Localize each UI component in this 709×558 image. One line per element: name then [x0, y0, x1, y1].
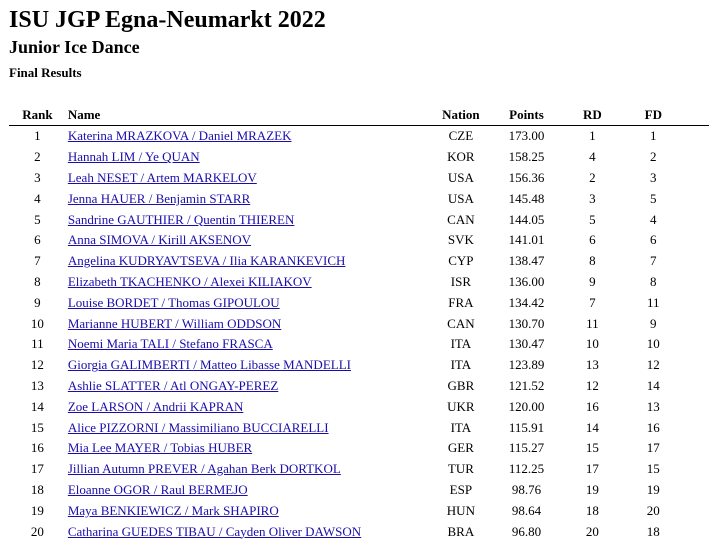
- cell-rd: 8: [589, 253, 596, 269]
- cell-points: 145.48: [508, 190, 545, 206]
- cell-rd: 20: [585, 523, 599, 539]
- cell-rd: 10: [585, 336, 599, 352]
- cell-nation: UKR: [447, 398, 475, 414]
- cell-rd: 9: [589, 273, 596, 289]
- cell-rank: 12: [30, 357, 44, 373]
- cell-nation: CYP: [448, 253, 474, 269]
- cell-rank: 5: [34, 211, 41, 227]
- cell-points: 144.05: [508, 211, 545, 227]
- table-row: [9, 396, 709, 417]
- cell-fd: 11: [647, 294, 660, 310]
- cell-nation: ESP: [449, 481, 473, 497]
- header-points: Points: [491, 105, 562, 126]
- cell-fd: 19: [646, 481, 660, 497]
- cell-fd: 1: [650, 128, 657, 144]
- cell-rd: 12: [585, 377, 599, 393]
- cell-rank: 7: [34, 253, 41, 269]
- skater-link[interactable]: Sandrine GAUTHIER / Quentin THIEREN: [67, 211, 295, 227]
- skater-link[interactable]: Giorgia GALIMBERTI / Matteo Libasse MANDELLI: [67, 357, 351, 373]
- cell-nation: BRA: [447, 523, 475, 539]
- event-category: Junior Ice Dance: [9, 37, 140, 57]
- skater-link[interactable]: Louise BORDET / Thomas GIPOULOU: [67, 294, 280, 310]
- cell-fd: 14: [646, 377, 660, 393]
- table-row: [9, 521, 709, 542]
- cell-rd: 13: [585, 357, 599, 373]
- skater-link[interactable]: Mia Lee MAYER / Tobias HUBER: [67, 440, 253, 456]
- results-body: [9, 126, 709, 542]
- skater-link[interactable]: Hannah LIM / Ye QUAN: [67, 149, 200, 165]
- cell-rank: 13: [30, 377, 44, 393]
- skater-link[interactable]: Katerina MRAZKOVA / Daniel MRAZEK: [67, 128, 292, 144]
- table-row: [9, 126, 709, 147]
- cell-fd: 10: [646, 336, 660, 352]
- skater-link[interactable]: Leah NESET / Artem MARKELOV: [67, 169, 257, 185]
- skater-link[interactable]: Alice PIZZORNI / Massimiliano BUCCIARELLI: [67, 419, 329, 435]
- cell-points: 96.80: [511, 523, 542, 539]
- table-row: [9, 230, 709, 251]
- cell-nation: ISR: [450, 273, 471, 289]
- skater-link[interactable]: Jenna HAUER / Benjamin STARR: [67, 190, 251, 206]
- cell-nation: ITA: [450, 357, 472, 373]
- results-table: [9, 105, 709, 542]
- cell-points: 158.25: [508, 149, 545, 165]
- cell-fd: 2: [650, 149, 657, 165]
- skater-link[interactable]: Eloanne OGOR / Raul BERMEJO: [67, 481, 248, 497]
- cell-rd: 7: [589, 294, 596, 310]
- cell-fd: 7: [650, 253, 657, 269]
- table-row: [9, 459, 709, 480]
- header-name: Name: [58, 105, 431, 126]
- table-row: [9, 376, 709, 397]
- cell-rank: 6: [34, 232, 41, 248]
- skater-link[interactable]: Catharina GUEDES TIBAU / Cayden Oliver DAWSON: [67, 523, 362, 539]
- cell-nation: GBR: [447, 377, 475, 393]
- cell-rank: 3: [34, 169, 41, 185]
- cell-fd: 9: [650, 315, 657, 331]
- skater-link[interactable]: Marianne HUBERT / William ODDSON: [67, 315, 282, 331]
- cell-rd: 5: [589, 211, 596, 227]
- table-row: [9, 313, 709, 334]
- header-fd: FD: [623, 105, 709, 126]
- cell-points: 173.00: [508, 128, 545, 144]
- cell-rd: 18: [585, 502, 599, 518]
- cell-rank: 8: [34, 273, 41, 289]
- cell-rank: 11: [31, 336, 44, 352]
- cell-rank: 18: [30, 481, 44, 497]
- cell-nation: USA: [447, 169, 474, 185]
- cell-points: 138.47: [508, 253, 545, 269]
- cell-fd: 16: [646, 419, 660, 435]
- cell-rank: 1: [34, 128, 41, 144]
- cell-points: 120.00: [508, 398, 545, 414]
- cell-rd: 1: [589, 128, 596, 144]
- cell-rank: 20: [30, 523, 44, 539]
- table-row: [9, 272, 709, 293]
- cell-fd: 5: [650, 190, 657, 206]
- cell-rank: 10: [30, 315, 44, 331]
- skater-link[interactable]: Zoe LARSON / Andrii KAPRAN: [67, 398, 244, 414]
- table-row: [9, 355, 709, 376]
- results-subtitle: Final Results: [9, 65, 82, 80]
- skater-link[interactable]: Angelina KUDRYAVTSEVA / Ilia KARANKEVICH: [67, 253, 346, 269]
- cell-rd: 17: [585, 461, 599, 477]
- skater-link[interactable]: Maya BENKIEWICZ / Mark SHAPIRO: [67, 502, 279, 518]
- cell-nation: KOR: [447, 149, 475, 165]
- header-rank: Rank: [9, 105, 58, 126]
- table-row: [9, 209, 709, 230]
- results-header-row: [9, 105, 709, 126]
- cell-points: 156.36: [508, 169, 545, 185]
- cell-rd: 15: [585, 440, 599, 456]
- cell-rank: 16: [30, 440, 44, 456]
- cell-fd: 13: [646, 398, 660, 414]
- cell-rank: 9: [34, 294, 41, 310]
- cell-points: 123.89: [508, 357, 545, 373]
- cell-rank: 19: [30, 502, 44, 518]
- cell-rd: 2: [589, 169, 596, 185]
- cell-fd: 17: [646, 440, 660, 456]
- cell-rank: 14: [30, 398, 44, 414]
- cell-fd: 8: [650, 273, 657, 289]
- cell-nation: CZE: [448, 128, 474, 144]
- header-nation: Nation: [431, 105, 491, 126]
- table-row: [9, 168, 709, 189]
- cell-nation: ITA: [450, 419, 472, 435]
- cell-nation: GER: [447, 440, 474, 456]
- cell-fd: 20: [646, 502, 660, 518]
- cell-nation: TUR: [447, 461, 474, 477]
- cell-points: 134.42: [508, 294, 545, 310]
- cell-points: 130.47: [508, 336, 545, 352]
- cell-fd: 3: [650, 169, 657, 185]
- cell-rd: 14: [585, 419, 599, 435]
- cell-nation: SVK: [447, 232, 474, 248]
- table-row: [9, 147, 709, 168]
- cell-rd: 16: [585, 398, 599, 414]
- table-row: [9, 438, 709, 459]
- table-row: [9, 292, 709, 313]
- cell-nation: CAN: [447, 211, 475, 227]
- cell-nation: FRA: [448, 294, 474, 310]
- cell-rd: 19: [585, 481, 599, 497]
- cell-points: 121.52: [508, 377, 545, 393]
- cell-rank: 2: [34, 149, 41, 165]
- cell-nation: CAN: [447, 315, 475, 331]
- cell-fd: 18: [646, 523, 660, 539]
- cell-points: 112.25: [508, 461, 545, 477]
- cell-rd: 11: [586, 315, 599, 331]
- table-row: [9, 334, 709, 355]
- cell-rd: 3: [589, 190, 596, 206]
- cell-points: 141.01: [508, 232, 545, 248]
- table-row: [9, 417, 709, 438]
- cell-points: 98.64: [511, 502, 542, 518]
- cell-fd: 12: [646, 357, 660, 373]
- cell-points: 130.70: [508, 315, 545, 331]
- cell-points: 136.00: [508, 273, 545, 289]
- cell-nation: HUN: [446, 502, 475, 518]
- cell-fd: 15: [646, 461, 660, 477]
- cell-fd: 6: [650, 232, 657, 248]
- header-rd: RD: [562, 105, 622, 126]
- cell-rank: 15: [30, 419, 44, 435]
- skater-link[interactable]: Elizabeth TKACHENKO / Alexei KILIAKOV: [67, 273, 312, 289]
- skater-link[interactable]: Jillian Autumn PREVER / Agahan Berk DORTKOL: [67, 461, 341, 477]
- cell-points: 98.76: [511, 481, 542, 497]
- cell-rank: 4: [34, 190, 41, 206]
- cell-nation: USA: [447, 190, 474, 206]
- cell-nation: ITA: [450, 336, 472, 352]
- event-title: ISU JGP Egna-Neumarkt 2022: [9, 7, 326, 33]
- table-row: [9, 251, 709, 272]
- cell-points: 115.27: [508, 440, 545, 456]
- skater-link[interactable]: Noemi Maria TALI / Stefano FRASCA: [67, 336, 273, 352]
- table-row: [9, 188, 709, 209]
- cell-rd: 4: [589, 149, 596, 165]
- skater-link[interactable]: Anna SIMOVA / Kirill AKSENOV: [67, 232, 252, 248]
- cell-rd: 6: [589, 232, 596, 248]
- cell-fd: 4: [650, 211, 657, 227]
- table-row: [9, 480, 709, 501]
- skater-link[interactable]: Ashlie SLATTER / Atl ONGAY-PEREZ: [67, 377, 279, 393]
- cell-rank: 17: [30, 461, 44, 477]
- cell-points: 115.91: [508, 419, 545, 435]
- table-row: [9, 500, 709, 521]
